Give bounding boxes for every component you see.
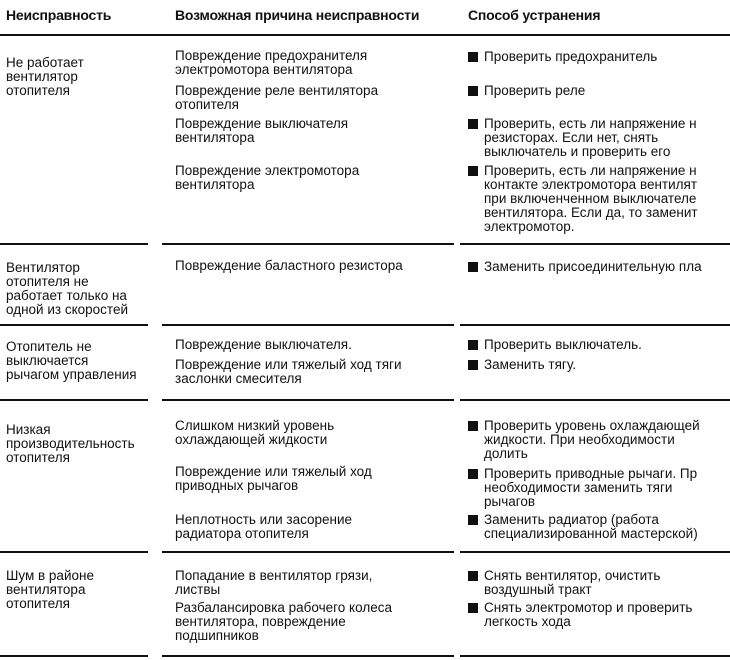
remedy-text: Проверить уровень охлаждающей жидкости. При необходимости долить <box>484 419 700 461</box>
remedy-item <box>468 117 730 161</box>
remedy-item <box>468 467 730 511</box>
remedy-item <box>468 84 730 100</box>
table-row <box>0 553 730 657</box>
fault-cell: Отопитель не выключается рычагом управления <box>6 339 137 382</box>
remedy-item <box>468 358 730 374</box>
cause-cell: Повреждение или тяжелый ход тяги заслонки смесителя <box>175 357 402 386</box>
row-divider <box>162 655 454 657</box>
cause-cell: Повреждение реле вентилятора отопителя <box>175 83 379 112</box>
remedy-item <box>468 50 730 66</box>
cause-cell: Неплотность или засорение радиатора отопителя <box>175 512 353 541</box>
cause-cell: Разбалансировка рабочего колеса вентилятора, повреждение подшипников <box>175 600 392 643</box>
remedy-text: Заменить радиатор (работа специализированной мастерской) <box>484 513 698 541</box>
row-divider <box>0 655 148 657</box>
remedy-text: Снять вентилятор, очистить воздушный тракт <box>484 569 661 597</box>
cause-cell: Повреждение выключателя вентилятора <box>175 116 349 145</box>
bullet-icon <box>468 421 478 431</box>
fault-cell: Низкая производительность отопителя <box>6 422 135 465</box>
cause-cell: Повреждение электромотора вентилятора <box>175 163 360 192</box>
remedy-text: Проверить выключатель. <box>484 338 642 352</box>
remedy-text: Проверить приводные рычаги. Пр необходимости заменить тяги рычагов <box>484 467 698 509</box>
table-header <box>0 0 730 36</box>
bullet-icon <box>468 360 478 370</box>
remedy-item <box>468 260 730 276</box>
remedy-text: Проверить, есть ли напряжение н контакте электромотора вентилят при включенченном выключателе вентилятора. Если да, то заменит электромотор. <box>484 164 698 234</box>
remedy-item <box>468 601 730 631</box>
bullet-icon <box>468 603 478 613</box>
cause-cell: Повреждение баластного резистора <box>175 258 403 273</box>
fault-cell: Вентилятор отопителя не работает только на одной из скоростей <box>6 260 128 317</box>
cause-cell: Слишком низкий уровень охлаждающей жидкости <box>175 418 335 447</box>
bullet-icon <box>468 515 478 525</box>
row-divider <box>460 655 730 657</box>
remedy-item <box>468 338 730 354</box>
bullet-icon <box>468 469 478 479</box>
remedy-text: Снять электромотор и проверить легкость хода <box>484 601 693 629</box>
table-row <box>0 34 730 245</box>
remedy-item <box>468 513 730 543</box>
bullet-icon <box>468 86 478 96</box>
cause-cell: Попадание в вентилятор грязи, листвы <box>175 568 373 597</box>
table-row <box>0 401 730 553</box>
header-cause: Возможная причина неисправности <box>175 7 420 23</box>
bullet-icon <box>468 571 478 581</box>
table-row <box>0 326 730 401</box>
header-fault: Неисправность <box>6 7 112 23</box>
cause-cell: Повреждение или тяжелый ход приводных рычагов <box>175 464 372 493</box>
remedy-text: Проверить реле <box>484 84 586 98</box>
remedy-text: Заменить тягу. <box>484 358 576 372</box>
remedy-item <box>468 164 730 236</box>
table-row <box>0 245 730 326</box>
bullet-icon <box>468 52 478 62</box>
bullet-icon <box>468 340 478 350</box>
remedy-item <box>468 569 730 599</box>
fault-cell: Шум в районе вентилятора отопителя <box>6 568 94 611</box>
bullet-icon <box>468 262 478 272</box>
cause-cell: Повреждение предохранителя электромотора вентилятора <box>175 48 368 77</box>
header-remedy: Способ устранения <box>468 7 601 23</box>
bullet-icon <box>468 166 478 176</box>
cause-cell: Повреждение выключателя. <box>175 337 352 352</box>
remedy-text: Проверить, есть ли напряжение н резисторах. Если нет, снять выключатель и проверить его <box>484 117 697 159</box>
remedy-text: Заменить присоединительную пла <box>484 260 702 274</box>
fault-cell: Не работает вентилятор отопителя <box>6 55 84 98</box>
remedy-text: Проверить предохранитель <box>484 50 658 64</box>
remedy-item <box>468 419 730 463</box>
bullet-icon <box>468 119 478 129</box>
